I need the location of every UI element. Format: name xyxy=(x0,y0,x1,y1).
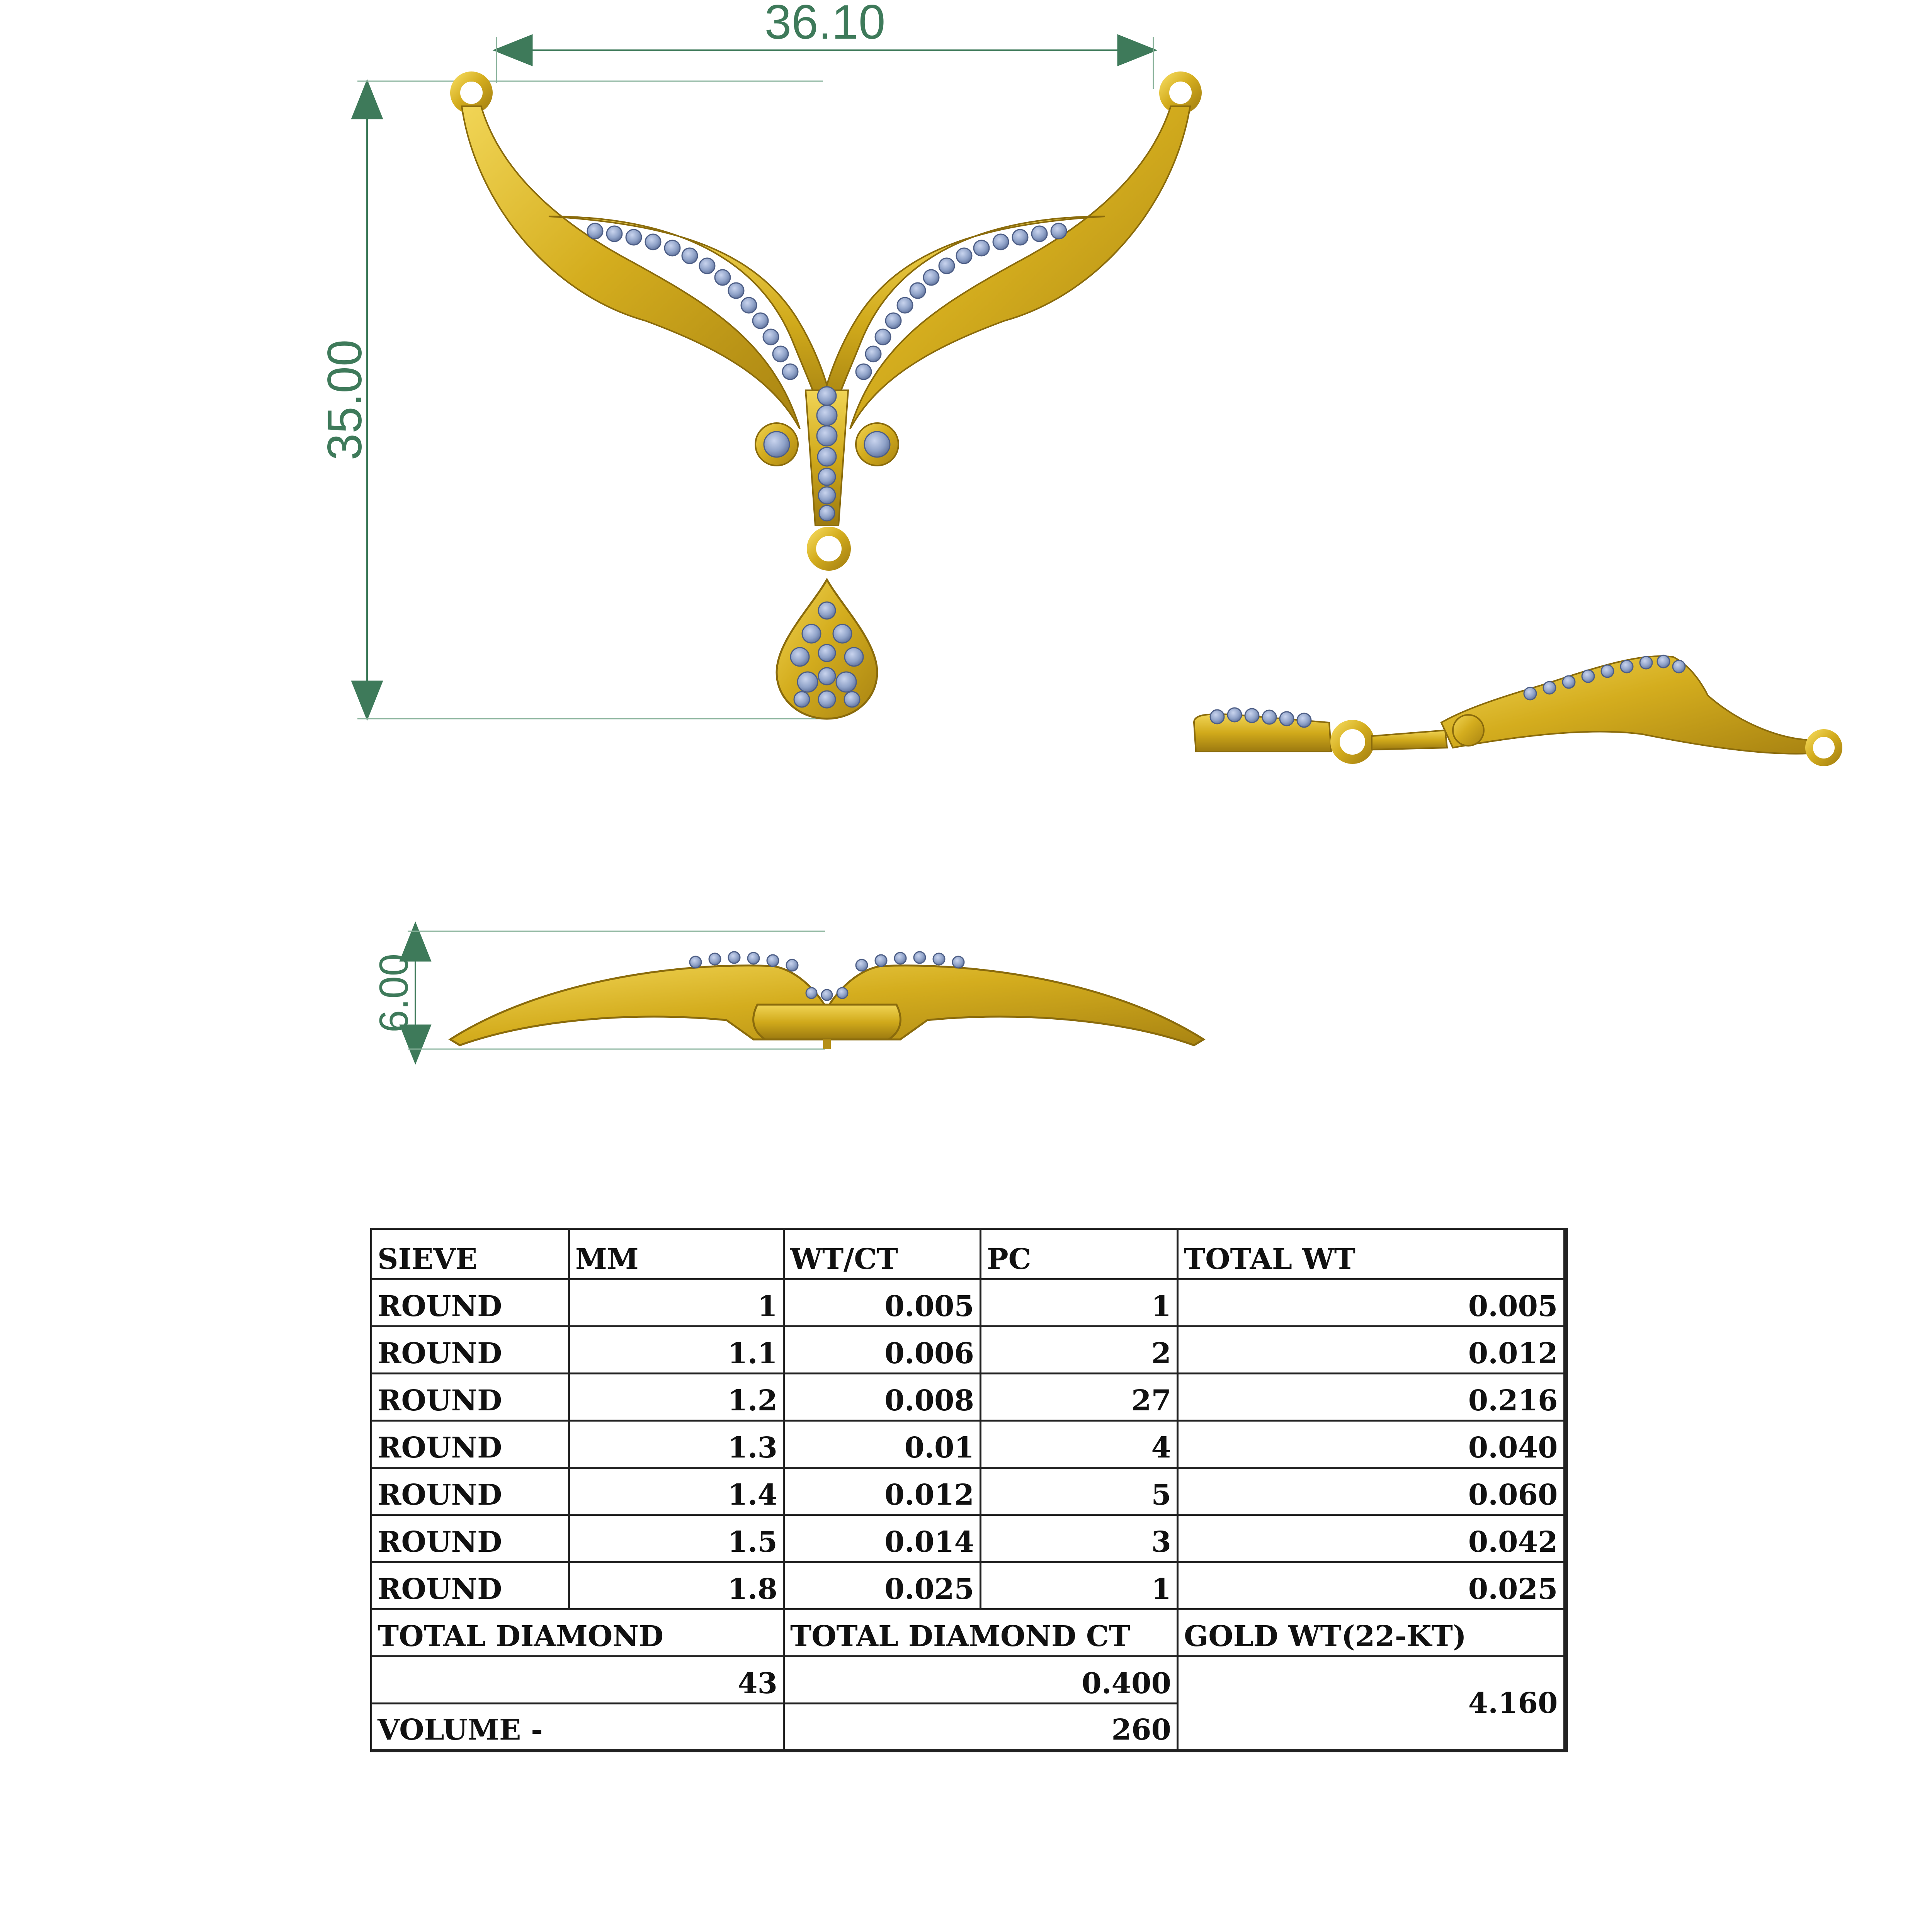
cell-wt: 0.014 xyxy=(784,1515,981,1562)
table-row xyxy=(371,1468,1566,1515)
side-view xyxy=(1194,655,1838,762)
cell-pc: 2 xyxy=(981,1327,1178,1374)
cell-sieve: ROUND xyxy=(371,1327,569,1374)
left-loop-icon xyxy=(455,77,488,109)
cell-pc: 5 xyxy=(981,1468,1178,1515)
totals-label-row xyxy=(371,1609,1566,1656)
gold-wt-value: 4.160 xyxy=(1178,1656,1566,1751)
cell-total: 0.042 xyxy=(1178,1515,1566,1562)
table-row xyxy=(371,1515,1566,1562)
cell-total: 0.012 xyxy=(1178,1327,1566,1374)
cell-sieve: ROUND xyxy=(371,1515,569,1562)
cell-mm: 1.4 xyxy=(569,1468,784,1515)
total-diamond-ct-value: 0.400 xyxy=(784,1656,1178,1704)
table-header-row xyxy=(371,1229,1566,1279)
cell-wt: 0.01 xyxy=(784,1421,981,1468)
cell-sieve: ROUND xyxy=(371,1421,569,1468)
cell-pc: 1 xyxy=(981,1562,1178,1609)
volume-value: 260 xyxy=(784,1704,1178,1751)
table-row xyxy=(371,1374,1566,1421)
cell-pc: 27 xyxy=(981,1374,1178,1421)
cell-pc: 3 xyxy=(981,1515,1178,1562)
side-end-loop-icon xyxy=(1809,733,1838,762)
right-loop-icon xyxy=(1164,77,1197,109)
totals-value-row xyxy=(371,1656,1566,1704)
cell-total: 0.005 xyxy=(1178,1279,1566,1327)
cell-sieve: ROUND xyxy=(371,1374,569,1421)
cell-sieve: ROUND xyxy=(371,1468,569,1515)
width-label: 36.10 xyxy=(764,0,886,49)
cell-pc: 1 xyxy=(981,1279,1178,1327)
side-jump-ring-icon xyxy=(1335,724,1370,759)
width-dimension xyxy=(497,0,1153,89)
cell-mm: 1.2 xyxy=(569,1374,784,1421)
cell-wt: 0.012 xyxy=(784,1468,981,1515)
cell-total: 0.216 xyxy=(1178,1374,1566,1421)
cell-total: 0.025 xyxy=(1178,1562,1566,1609)
cell-sieve: ROUND xyxy=(371,1279,569,1327)
cell-mm: 1.5 xyxy=(569,1515,784,1562)
bottom-view xyxy=(450,952,1204,1049)
cell-mm: 1 xyxy=(569,1279,784,1327)
table-row xyxy=(371,1327,1566,1374)
cell-mm: 1.8 xyxy=(569,1562,784,1609)
right-bezel-stone-icon xyxy=(864,432,890,457)
front-view xyxy=(455,77,1197,719)
table-row xyxy=(371,1562,1566,1609)
gold-wt-label: GOLD WT(22-KT) xyxy=(1178,1609,1566,1656)
jump-ring-icon xyxy=(811,531,846,566)
right-outer-sweep xyxy=(850,106,1190,429)
cell-sieve: ROUND xyxy=(371,1562,569,1609)
header-wt-ct: WT/CT xyxy=(784,1229,981,1279)
header-pc: PC xyxy=(981,1229,1178,1279)
volume-label: VOLUME - xyxy=(371,1704,784,1751)
header-sieve: SIEVE xyxy=(371,1229,569,1279)
cell-wt: 0.005 xyxy=(784,1279,981,1327)
total-diamond-label: TOTAL DIAMOND xyxy=(371,1609,784,1656)
table-row xyxy=(371,1279,1566,1327)
left-bezel-stone-icon xyxy=(764,432,789,457)
height-dimension xyxy=(318,81,823,719)
cell-wt: 0.025 xyxy=(784,1562,981,1609)
thickness-label: 6.00 xyxy=(371,953,417,1033)
cell-total: 0.060 xyxy=(1178,1468,1566,1515)
cell-total: 0.040 xyxy=(1178,1421,1566,1468)
cell-mm: 1.3 xyxy=(569,1421,784,1468)
total-diamond-ct-label: TOTAL DIAMOND CT xyxy=(784,1609,1178,1656)
header-total-wt: TOTAL WT xyxy=(1178,1229,1566,1279)
height-label: 35.00 xyxy=(318,339,372,461)
total-diamond-value: 43 xyxy=(371,1656,784,1704)
diamond-spec-table xyxy=(370,1228,1568,1752)
cell-wt: 0.008 xyxy=(784,1374,981,1421)
table-row xyxy=(371,1421,1566,1468)
cell-pc: 4 xyxy=(981,1421,1178,1468)
header-mm: MM xyxy=(569,1229,784,1279)
cell-wt: 0.006 xyxy=(784,1327,981,1374)
cell-mm: 1.1 xyxy=(569,1327,784,1374)
